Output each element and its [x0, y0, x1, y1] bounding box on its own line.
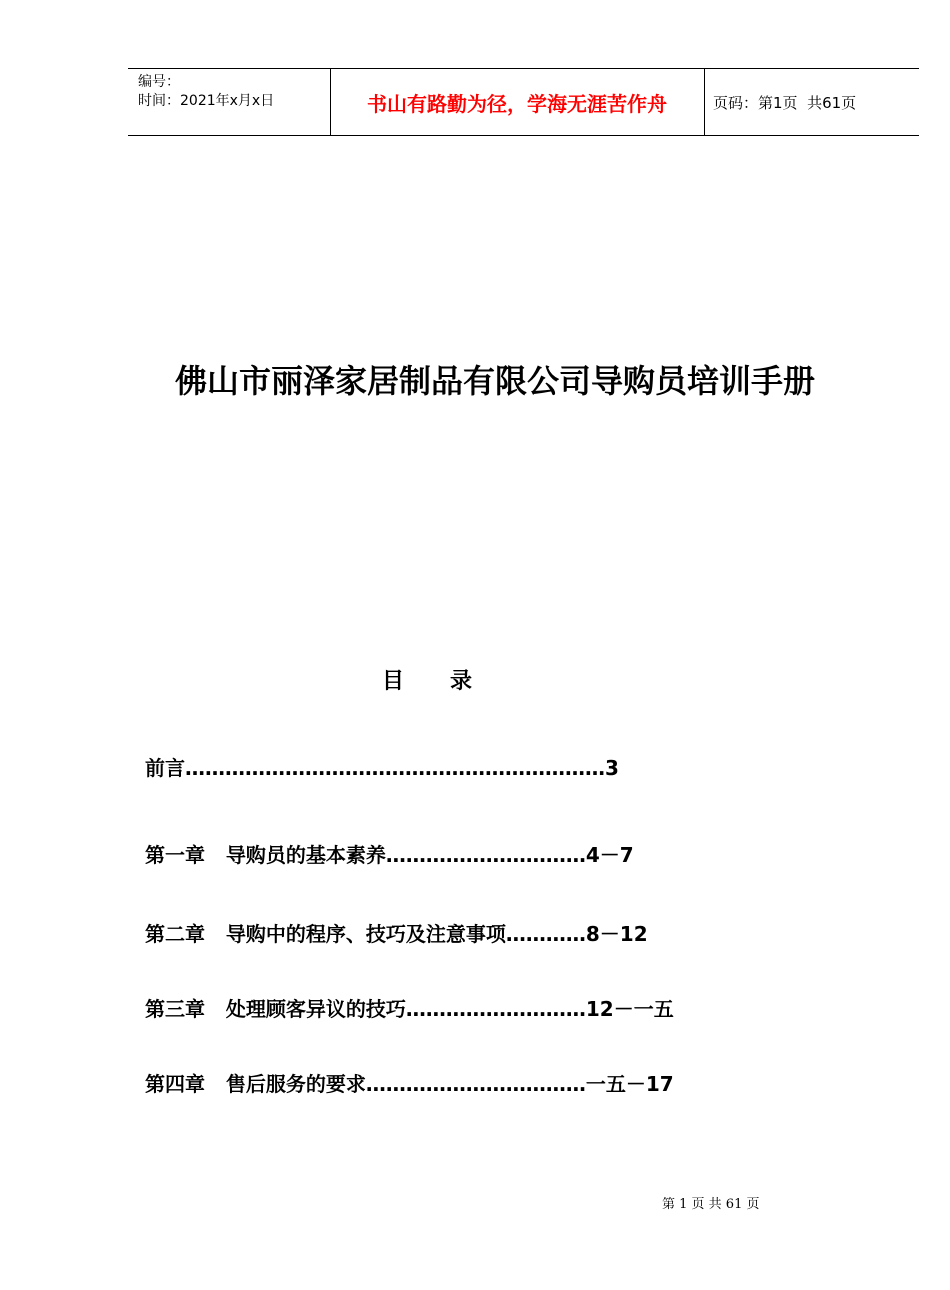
header-time-label: 时间：2021年x月x日 [138, 93, 275, 109]
header-motto: 书山有路勤为径，学海无涯苦作舟 [367, 91, 667, 116]
toc-entry-chapter-1: 第一章 导购员的基本素养…………………………4－7 [145, 843, 634, 867]
page-header [128, 68, 919, 136]
toc-entry-chapter-3: 第三章 处理顾客异议的技巧………………………12－一五 [145, 997, 674, 1021]
header-page-info: 页码：第1页 共61页 [713, 93, 857, 112]
toc-heading: 目 录 [382, 669, 472, 694]
header-number-label: 编号： [138, 74, 180, 90]
header-divider-right [704, 69, 705, 135]
header-meta [138, 73, 274, 111]
document-title: 佛山市丽泽家居制品有限公司导购员培训手册 [174, 362, 815, 400]
toc-entry-preface: 前言………………………………………………………3 [145, 756, 619, 780]
toc-entry-chapter-2: 第二章 导购中的程序、技巧及注意事项…………8－12 [145, 922, 648, 946]
toc-entry-chapter-4: 第四章 售后服务的要求……………………………一五－17 [145, 1072, 674, 1096]
page-footer: 第 1 页 共 61 页 [662, 1197, 760, 1212]
